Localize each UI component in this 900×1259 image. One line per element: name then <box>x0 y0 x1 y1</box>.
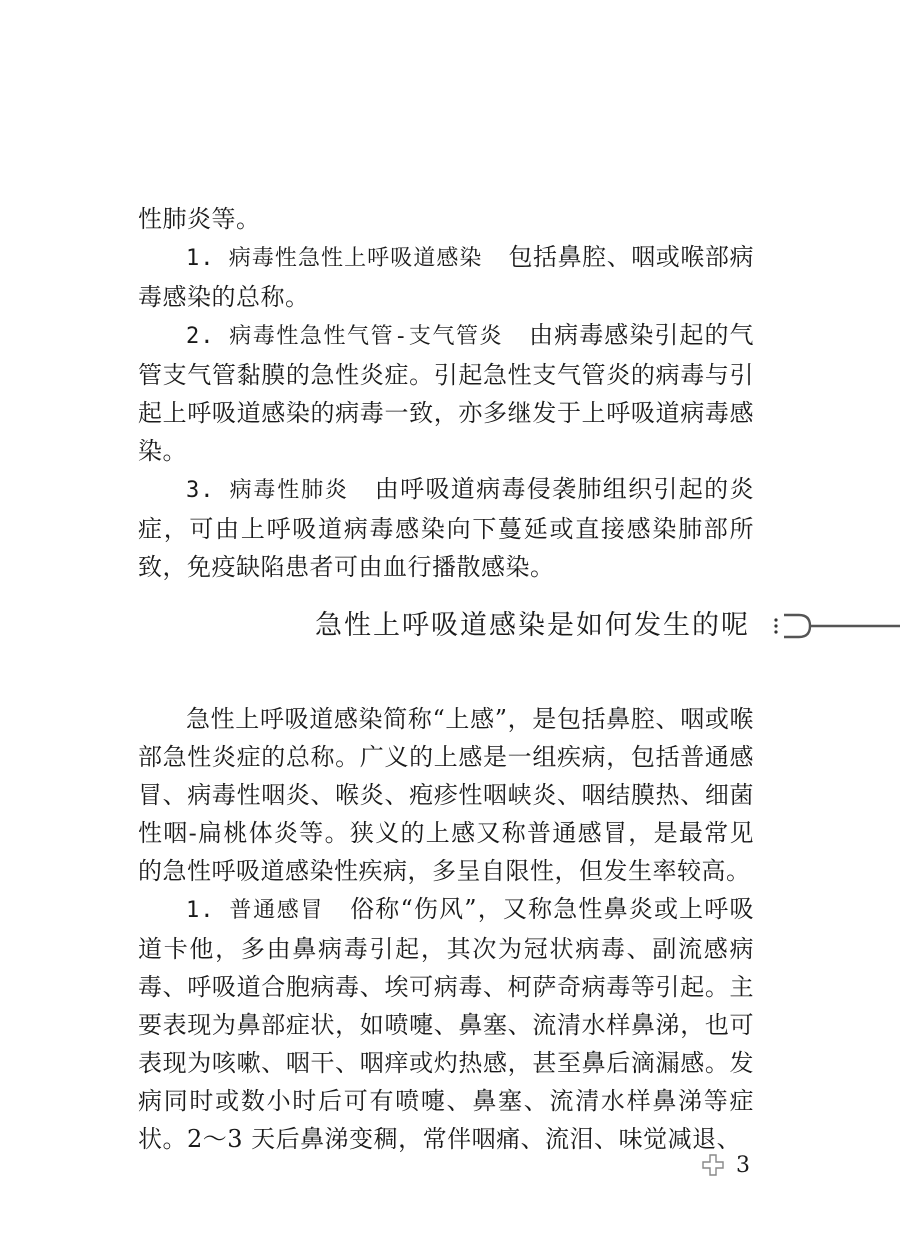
list-item <box>138 890 754 1158</box>
body-paragraph: 急性上呼吸道感染简称“上感”，是包括鼻腔、咽或喉部急性炎症的总称。广义的上感是一组疾病，包括普通感冒、病毒性咽炎、喉炎、疱疹性咽峡炎、咽结膜热、细菌性咽-扁桃体炎等。狭义的上感又称普通感冒，是最常见的急性呼吸道感染性疾病，多呈自限性，但发生率较高。 <box>138 705 754 885</box>
medical-cross-icon <box>702 1154 724 1176</box>
list-item <box>138 238 754 316</box>
page-number: 3 <box>736 1152 750 1178</box>
section-heading: 急性上呼吸道感染是如何发生的呢 <box>315 610 750 641</box>
section-1 <box>138 200 754 586</box>
item-term: 1. 病毒性急性上呼吸道感染 <box>186 246 483 271</box>
item-term: 2. 病毒性急性气管-支气管炎 <box>186 324 504 349</box>
item-text: 俗称“伤风”，又称急性鼻炎或上呼吸道卡他，多由鼻病毒引起，其次为冠状病毒、副流感病毒、呼吸道合胞病毒、埃可病毒、柯萨奇病毒等引起。主要表现为鼻部症状，如喷嚏、鼻塞、流清水样鼻涕，也可表现为咳嗽、咽干、咽痒或灼热感，甚至鼻后滴漏感。发病同时或数小时后可有喷嚏、鼻塞、流清水样鼻涕等症状。2～3 天后鼻涕变稠，常伴咽痛、流泪、味觉减退、 <box>138 895 754 1153</box>
item-term: 1. 普通感冒 <box>186 898 325 923</box>
bracket-line-ornament-icon <box>772 609 900 643</box>
section-heading-row <box>0 606 900 646</box>
item-text: 包括鼻腔、咽或喉部病毒感染的总称。 <box>138 243 754 311</box>
list-item <box>138 316 754 470</box>
list-item <box>138 470 754 586</box>
page-footer <box>702 1150 750 1180</box>
section-2 <box>138 700 754 1158</box>
item-term: 3. 病毒性肺炎 <box>186 478 349 503</box>
intro-tail: 性肺炎等。 <box>138 205 261 233</box>
item-text: 由呼吸道病毒侵袭肺组织引起的炎症，可由上呼吸道病毒感染向下蔓延或直接感染肺部所致，免疫缺陷患者可由血行播散感染。 <box>138 475 754 581</box>
item-text: 由病毒感染引起的气管支气管黏膜的急性炎症。引起急性支气管炎的病毒与引起上呼吸道感染的病毒一致，亦多继发于上呼吸道病毒感染。 <box>138 321 755 465</box>
